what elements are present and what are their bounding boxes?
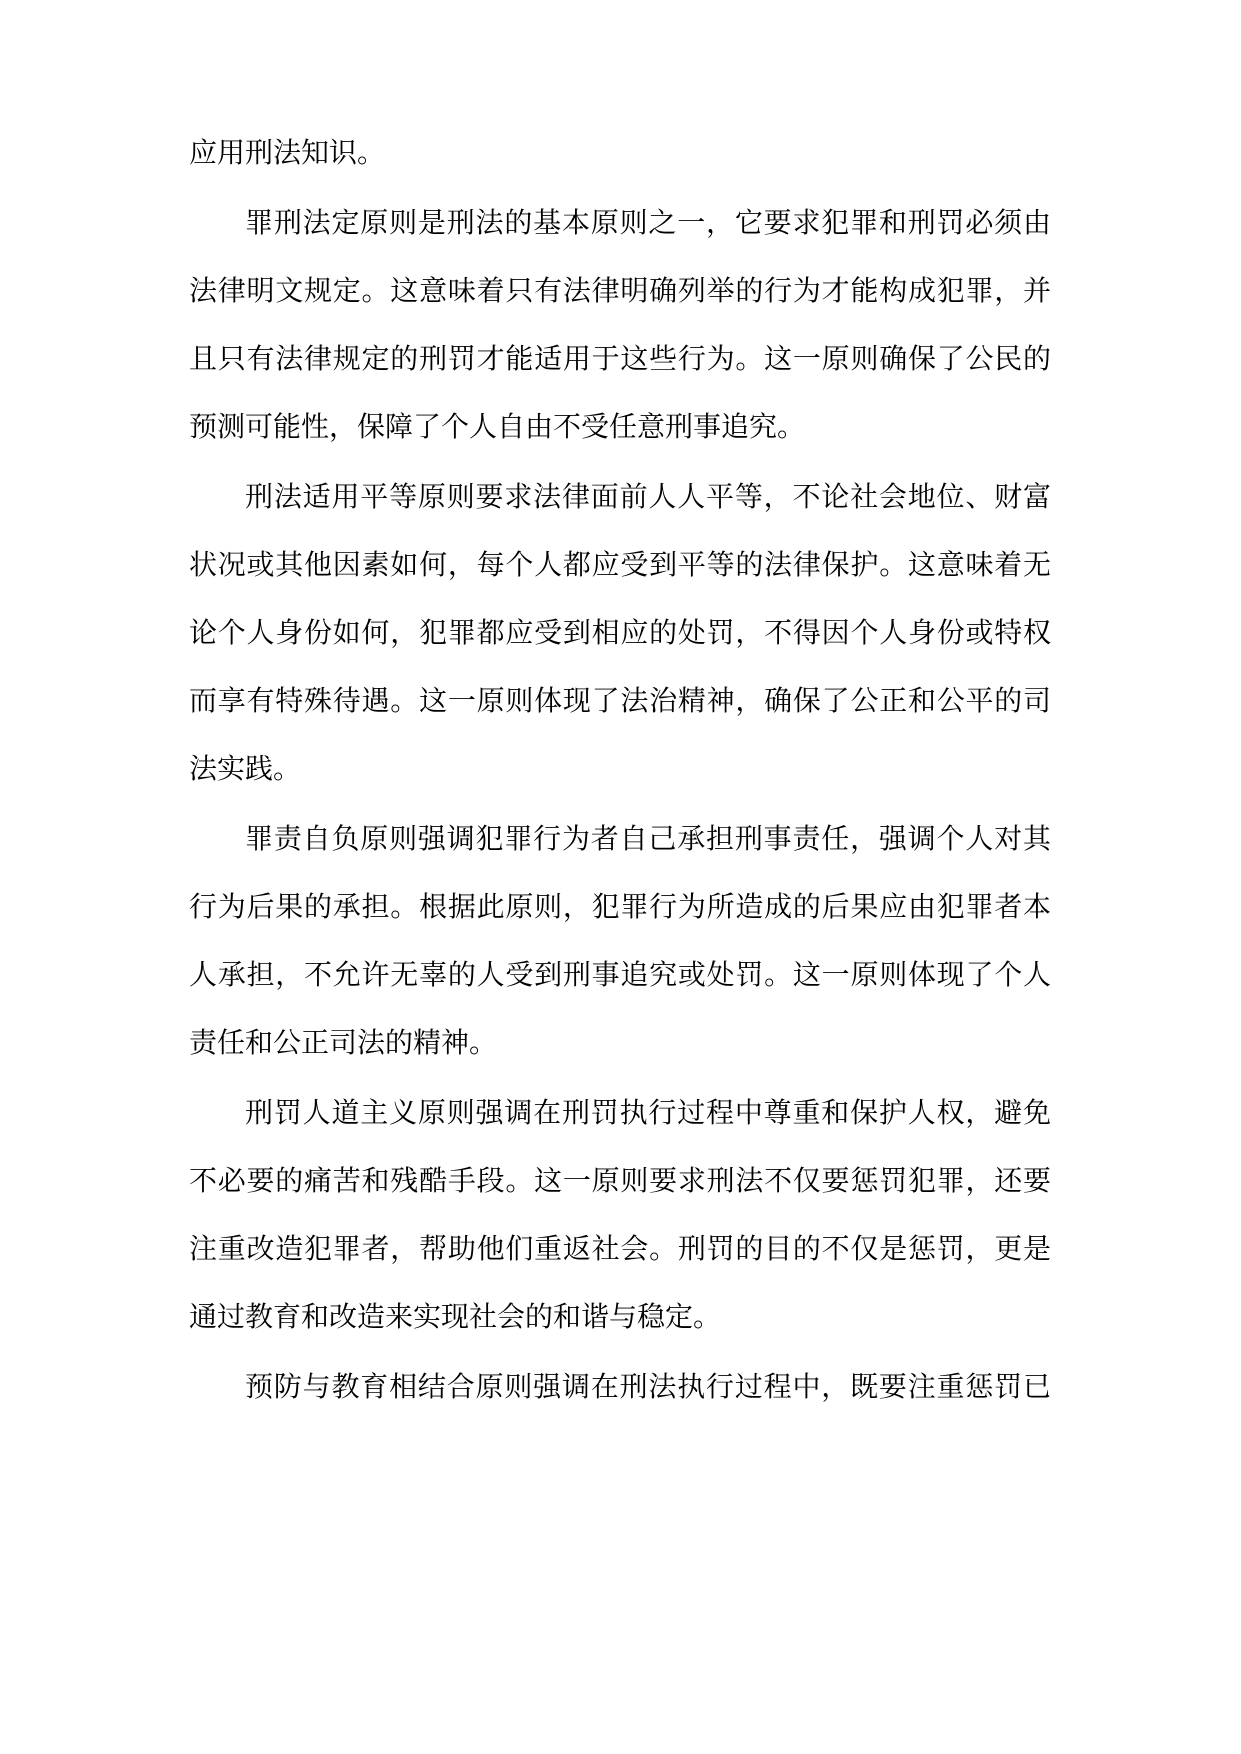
- paragraph-equality-line: 状况或其他因素如何，每个人都应受到平等的法律保护。这意味着无: [189, 548, 1051, 581]
- paragraph-equality-line: 而享有特殊待遇。这一原则体现了法治精神，确保了公正和公平的司: [189, 684, 1051, 717]
- paragraph-humanitarian-line: 通过教育和改造来实现社会的和谐与稳定。: [189, 1300, 722, 1333]
- paragraph-self-responsibility-line: 人承担，不允许无辜的人受到刑事追究或处罚。这一原则体现了个人: [189, 958, 1051, 991]
- paragraph-self-responsibility-line: 责任和公正司法的精神。: [189, 1026, 498, 1059]
- paragraph-legality-line: 罪刑法定原则是刑法的基本原则之一，它要求犯罪和刑罚必须由: [245, 206, 1051, 239]
- paragraph-equality-line: 论个人身份如何，犯罪都应受到相应的处罚，不得因个人身份或特权: [189, 616, 1051, 649]
- paragraph-legality-line: 法律明文规定。这意味着只有法律明确列举的行为才能构成犯罪，并: [189, 274, 1051, 307]
- paragraph-equality-line: 法实践。: [189, 752, 302, 785]
- paragraph-legality-line: 预测可能性，保障了个人自由不受任意刑事追究。: [189, 410, 806, 443]
- paragraph-humanitarian-line: 刑罚人道主义原则强调在刑罚执行过程中尊重和保护人权，避免: [245, 1096, 1051, 1129]
- paragraph-legality-line: 且只有法律规定的刑罚才能适用于这些行为。这一原则确保了公民的: [189, 342, 1051, 375]
- paragraph-humanitarian-line: 注重改造犯罪者，帮助他们重返社会。刑罚的目的不仅是惩罚，更是: [189, 1232, 1051, 1265]
- paragraph-humanitarian-line: 不必要的痛苦和残酷手段。这一原则要求刑法不仅要惩罚犯罪，还要: [189, 1164, 1051, 1197]
- paragraph-prevention-line: 预防与教育相结合原则强调在刑法执行过程中，既要注重惩罚已: [245, 1370, 1051, 1403]
- paragraph-equality-line: 刑法适用平等原则要求法律面前人人平等，不论社会地位、财富: [245, 480, 1051, 513]
- paragraph-self-responsibility-line: 行为后果的承担。根据此原则，犯罪行为所造成的后果应由犯罪者本: [189, 890, 1051, 923]
- text-line: 应用刑法知识。: [189, 136, 386, 169]
- paragraph-self-responsibility-line: 罪责自负原则强调犯罪行为者自己承担刑事责任，强调个人对其: [245, 822, 1051, 855]
